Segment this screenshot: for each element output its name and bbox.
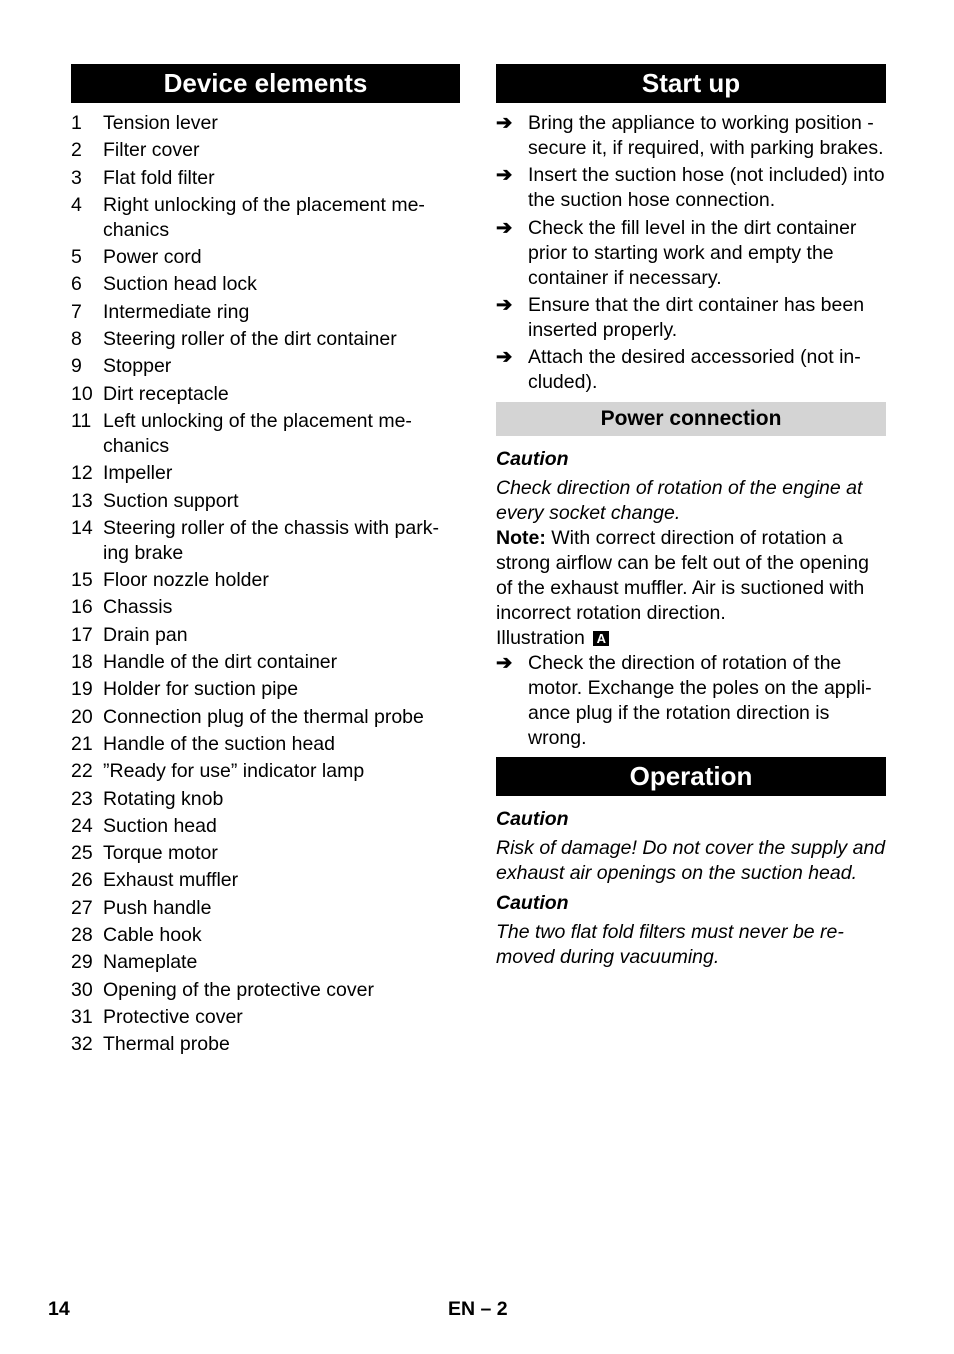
device-element-item xyxy=(71,923,460,948)
device-element-item xyxy=(71,300,460,325)
power-caution-text: Check direction of rotation of the engine at every socket change. xyxy=(496,477,863,525)
device-element-item xyxy=(71,705,460,730)
item-label: Steering roller of the chassis with park-ing brake xyxy=(103,516,439,564)
illustration-label: Illustration xyxy=(496,627,585,650)
arrow-right-icon: ➔ xyxy=(496,652,513,675)
item-number: 31 xyxy=(71,1005,93,1028)
arrow-right-icon: ➔ xyxy=(496,346,513,369)
step-text: Bring the appliance to working position - secure it, if required, with parking brakes. xyxy=(528,112,884,159)
device-element-item xyxy=(71,787,460,812)
device-element-item xyxy=(71,516,460,566)
item-label: Tension lever xyxy=(103,112,218,134)
device-element-item xyxy=(71,409,460,459)
note-text: With correct direction of rotation a strong airflow can be felt out of the opening of the exhaust muffler. Air is suctioned with incorrect rotation direction. xyxy=(496,527,869,625)
device-element-item xyxy=(71,950,460,975)
operation-caution-text-2: The two flat fold filters must never be re-moved during vacuuming. xyxy=(496,921,844,969)
start-up-step xyxy=(496,216,886,291)
item-label: ”Ready for use” indicator lamp xyxy=(103,760,365,783)
start-up-steps xyxy=(496,111,886,395)
item-number: 11 xyxy=(71,409,92,432)
item-label: Flat fold filter xyxy=(103,166,215,189)
device-element-item xyxy=(71,193,460,243)
item-label: Suction support xyxy=(103,489,239,512)
start-up-step xyxy=(496,293,886,343)
item-label: Cable hook xyxy=(103,924,202,947)
power-caution-label: Caution xyxy=(496,448,569,471)
item-label: Suction head lock xyxy=(103,273,257,296)
item-label: Push handle xyxy=(103,896,212,919)
device-element-item xyxy=(71,354,460,379)
arrow-right-icon: ➔ xyxy=(496,216,513,239)
item-label: Handle of the suction head xyxy=(103,732,336,755)
item-label: Connection plug of the thermal probe xyxy=(103,705,424,728)
item-label: Torque motor xyxy=(103,842,218,865)
right-column xyxy=(496,64,886,970)
device-element-item xyxy=(71,166,460,191)
device-elements-list xyxy=(71,111,460,1057)
item-label: Suction head xyxy=(103,814,217,837)
item-label: Stopper xyxy=(103,355,172,378)
device-element-item xyxy=(71,732,460,757)
note-label: Note: xyxy=(496,527,546,550)
device-element-item xyxy=(71,111,460,136)
item-label: Thermal probe xyxy=(103,1033,230,1056)
item-label: Handle of the dirt container xyxy=(103,651,338,674)
operation-heading: Operation xyxy=(496,757,886,796)
device-element-item xyxy=(71,759,460,784)
operation-caution-label-1: Caution xyxy=(496,808,569,831)
device-elements-heading: Device elements xyxy=(71,64,460,103)
power-steps xyxy=(496,651,886,751)
item-number: 2 xyxy=(71,139,82,162)
item-number: 24 xyxy=(71,814,93,837)
item-label: Rotating knob xyxy=(103,787,224,810)
arrow-right-icon: ➔ xyxy=(496,293,513,316)
start-up-step xyxy=(496,111,886,161)
item-label: Holder for suction pipe xyxy=(103,678,299,701)
item-number: 28 xyxy=(71,924,93,947)
item-number: 17 xyxy=(71,623,93,646)
power-connection-heading: Power connection xyxy=(496,402,886,436)
item-label: Right unlocking of the placement me-chanics xyxy=(103,193,425,241)
device-element-item xyxy=(71,138,460,163)
item-number: 32 xyxy=(71,1033,93,1056)
item-number: 8 xyxy=(71,328,82,351)
item-number: 19 xyxy=(71,678,93,701)
item-number: 14 xyxy=(71,516,93,539)
footer-section: EN – 2 xyxy=(448,1298,508,1320)
item-number: 16 xyxy=(71,596,93,619)
illustration-line xyxy=(496,626,886,651)
arrow-right-icon: ➔ xyxy=(496,164,513,187)
device-element-item xyxy=(71,568,460,593)
device-element-item xyxy=(71,868,460,893)
device-element-item xyxy=(71,461,460,486)
item-number: 21 xyxy=(71,732,93,755)
start-up-step xyxy=(496,345,886,395)
device-element-item xyxy=(71,272,460,297)
device-element-item xyxy=(71,382,460,407)
step-text: Attach the desired accessoried (not in-cluded). xyxy=(528,346,861,394)
item-number: 25 xyxy=(71,842,93,865)
start-up-heading: Start up xyxy=(496,64,886,103)
item-number: 15 xyxy=(71,569,93,592)
device-element-item xyxy=(71,489,460,514)
item-number: 7 xyxy=(71,300,82,323)
item-number: 1 xyxy=(71,112,82,134)
item-label: Opening of the protective cover xyxy=(103,978,374,1001)
item-number: 20 xyxy=(71,705,93,728)
item-label: Steering roller of the dirt container xyxy=(103,328,397,351)
device-element-item xyxy=(71,1032,460,1057)
device-element-item xyxy=(71,896,460,921)
item-number: 13 xyxy=(71,489,93,512)
item-number: 10 xyxy=(71,382,93,405)
item-number: 27 xyxy=(71,896,93,919)
device-element-item xyxy=(71,677,460,702)
device-element-item xyxy=(71,814,460,839)
device-element-item xyxy=(71,327,460,352)
device-element-item xyxy=(71,978,460,1003)
device-element-item xyxy=(71,623,460,648)
device-element-item xyxy=(71,841,460,866)
item-number: 6 xyxy=(71,273,82,296)
power-step xyxy=(496,651,886,751)
start-up-step xyxy=(496,163,886,213)
device-element-item xyxy=(71,245,460,270)
item-label: Chassis xyxy=(103,596,173,619)
item-label: Filter cover xyxy=(103,139,200,162)
item-label: Power cord xyxy=(103,246,202,269)
item-label: Left unlocking of the placement me-chanics xyxy=(103,409,412,457)
item-label: Dirt receptacle xyxy=(103,382,229,405)
item-number: 22 xyxy=(71,760,93,783)
device-element-item xyxy=(71,595,460,620)
page-number: 14 xyxy=(48,1298,70,1320)
item-label: Exhaust muffler xyxy=(103,869,239,892)
note-paragraph xyxy=(496,526,886,626)
device-elements-column xyxy=(71,64,460,1060)
item-number: 12 xyxy=(71,462,93,485)
item-label: Protective cover xyxy=(103,1005,243,1028)
device-element-item xyxy=(71,1005,460,1030)
item-number: 4 xyxy=(71,193,82,216)
item-number: 9 xyxy=(71,355,82,378)
item-number: 18 xyxy=(71,651,93,674)
item-number: 5 xyxy=(71,246,82,269)
item-number: 23 xyxy=(71,787,93,810)
illustration-a-icon: A xyxy=(593,631,609,646)
item-label: Impeller xyxy=(103,462,173,485)
item-label: Floor nozzle holder xyxy=(103,569,269,592)
item-number: 29 xyxy=(71,951,93,974)
step-text: Insert the suction hose (not included) into the suction hose connection. xyxy=(528,164,885,212)
power-step-text: Check the direction of rotation of the motor. Exchange the poles on the appli-ance plug if the rotation direction is wrong. xyxy=(528,652,872,750)
device-element-item xyxy=(71,650,460,675)
item-number: 26 xyxy=(71,869,93,892)
arrow-right-icon: ➔ xyxy=(496,112,513,134)
operation-caution-text-1: Risk of damage! Do not cover the supply and exhaust air openings on the suction head. xyxy=(496,837,886,885)
item-label: Intermediate ring xyxy=(103,300,250,323)
item-label: Nameplate xyxy=(103,951,198,974)
item-number: 3 xyxy=(71,166,82,189)
operation-caution-label-2: Caution xyxy=(496,892,569,915)
item-label: Drain pan xyxy=(103,623,188,646)
item-number: 30 xyxy=(71,978,93,1001)
step-text: Ensure that the dirt container has been inserted properly. xyxy=(528,293,865,341)
step-text: Check the fill level in the dirt container prior to starting work and empty the container if necessary. xyxy=(528,216,857,289)
